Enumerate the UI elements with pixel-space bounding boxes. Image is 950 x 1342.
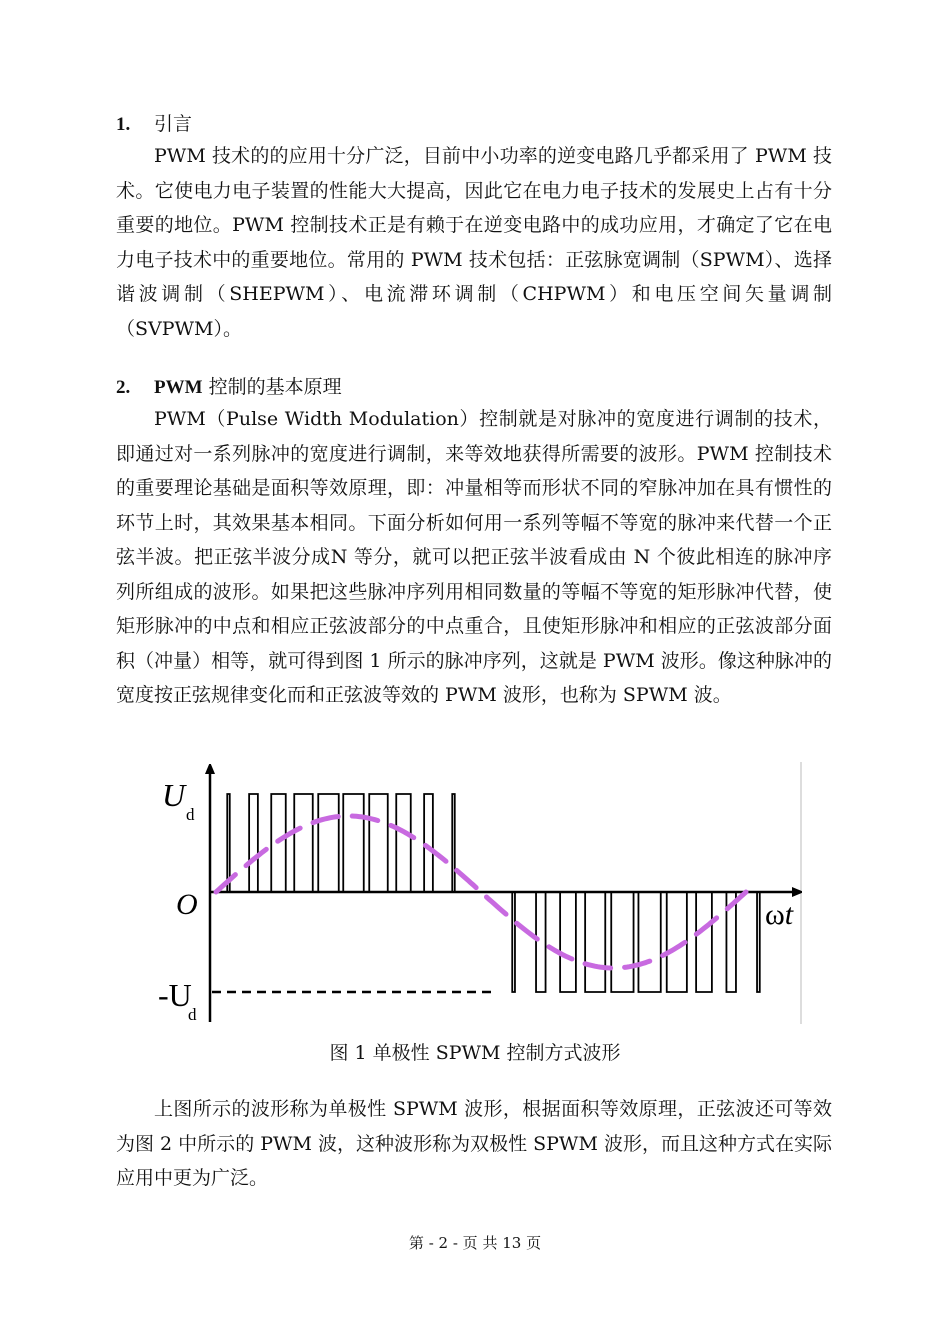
negative-pulse xyxy=(696,892,712,992)
origin-label: O xyxy=(176,888,198,921)
section1-title: 引言 xyxy=(154,113,193,135)
positive-pulse xyxy=(294,794,313,892)
negative-pulse xyxy=(512,892,515,992)
negative-pulse xyxy=(536,892,546,992)
section1-number: 1. xyxy=(116,114,131,135)
section2-paragraph: PWM（Pulse Width Modulation）控制就是对脉冲的宽度进行调制的技术，即通过对一系列脉冲的宽度进行调制，来等效地获得所需要的波形。PWM 控制技术的重要理论基础是面积等效原理，即：冲量相等而形状不同的窄脉冲加在具有惯性的环节上时，其效果基本相同。下面分析如何用一系列等幅不等宽的脉冲来代替一个正弦半波。把正弦半波分成N 等分，就可以把正弦半波看成由 N 个彼此相连的脉冲序列所组成的波形。如果把这些脉冲序列用相同数量的等幅不等宽的矩形脉冲代替，使矩形脉冲的中点和相应正弦波部分的中点重合，且使矩形脉冲和相应的正弦波部分面积（冲量）相等，就可得到图 1 所示的脉冲序列，这就是 PWM 波形。像这种脉冲的宽度按正弦规律变化而和正弦波等效的 PWM 波形，也称为 SPWM 波。 xyxy=(116,408,832,706)
x-axis-label: ωt xyxy=(765,898,794,931)
positive-pulse xyxy=(318,794,339,892)
section1-paragraph: PWM 技术的的应用十分广泛，目前中小功率的逆变电路几乎都采用了 PWM 技术。它使电力电子装置的性能大大提高，因此它在电力电子技术的发展史上占有十分重要的地位。PWM 控制技术正是有赖于在逆变电路中的成功应用，才确定了它在电力电子技术中的重要地位。常用的 PWM 技术包括：正弦脉宽调制（SPWM）、选择谐波调制（SHEPWM）、电流滞环调制（CHPWM）和电压空间矢量调制（SVPWM）。 xyxy=(116,145,832,340)
positive-pulse xyxy=(369,794,388,892)
section2-number: 2. xyxy=(116,377,131,398)
spwm-waveform-figure xyxy=(150,758,810,1028)
negative-pulse xyxy=(757,892,760,992)
positive-pulse xyxy=(452,794,455,892)
negative-pulse xyxy=(638,892,660,992)
negative-pulse xyxy=(560,892,576,992)
neg-ud-subscript: d xyxy=(188,1005,197,1024)
negative-pulse xyxy=(585,892,605,992)
positive-pulse xyxy=(249,794,258,892)
positive-pulse xyxy=(396,794,411,892)
section1-heading xyxy=(116,111,192,138)
ud-label: U xyxy=(162,777,186,813)
section2-title-bold: PWM xyxy=(154,377,203,398)
section2-title-rest: 控制的基本原理 xyxy=(202,376,342,398)
neg-ud-label: -U xyxy=(158,977,192,1013)
positive-pulse xyxy=(343,794,364,892)
negative-pulse xyxy=(611,892,633,992)
ud-subscript: d xyxy=(186,805,195,824)
page-footer: 第 - 2 - 页 共 13 页 xyxy=(408,1234,542,1252)
figure1-caption: 图 1 单极性 SPWM 控制方式波形 xyxy=(329,1042,621,1064)
paragraph-3: 上图所示的波形称为单极性 SPWM 波形，根据面积等效原理，正弦波还可等效为图 2 中所示的 PWM 波，这种波形称为双极性 SPWM 波形，而且这种方式在实际应用中更为广泛。 xyxy=(116,1098,832,1189)
section2-heading xyxy=(116,374,342,401)
